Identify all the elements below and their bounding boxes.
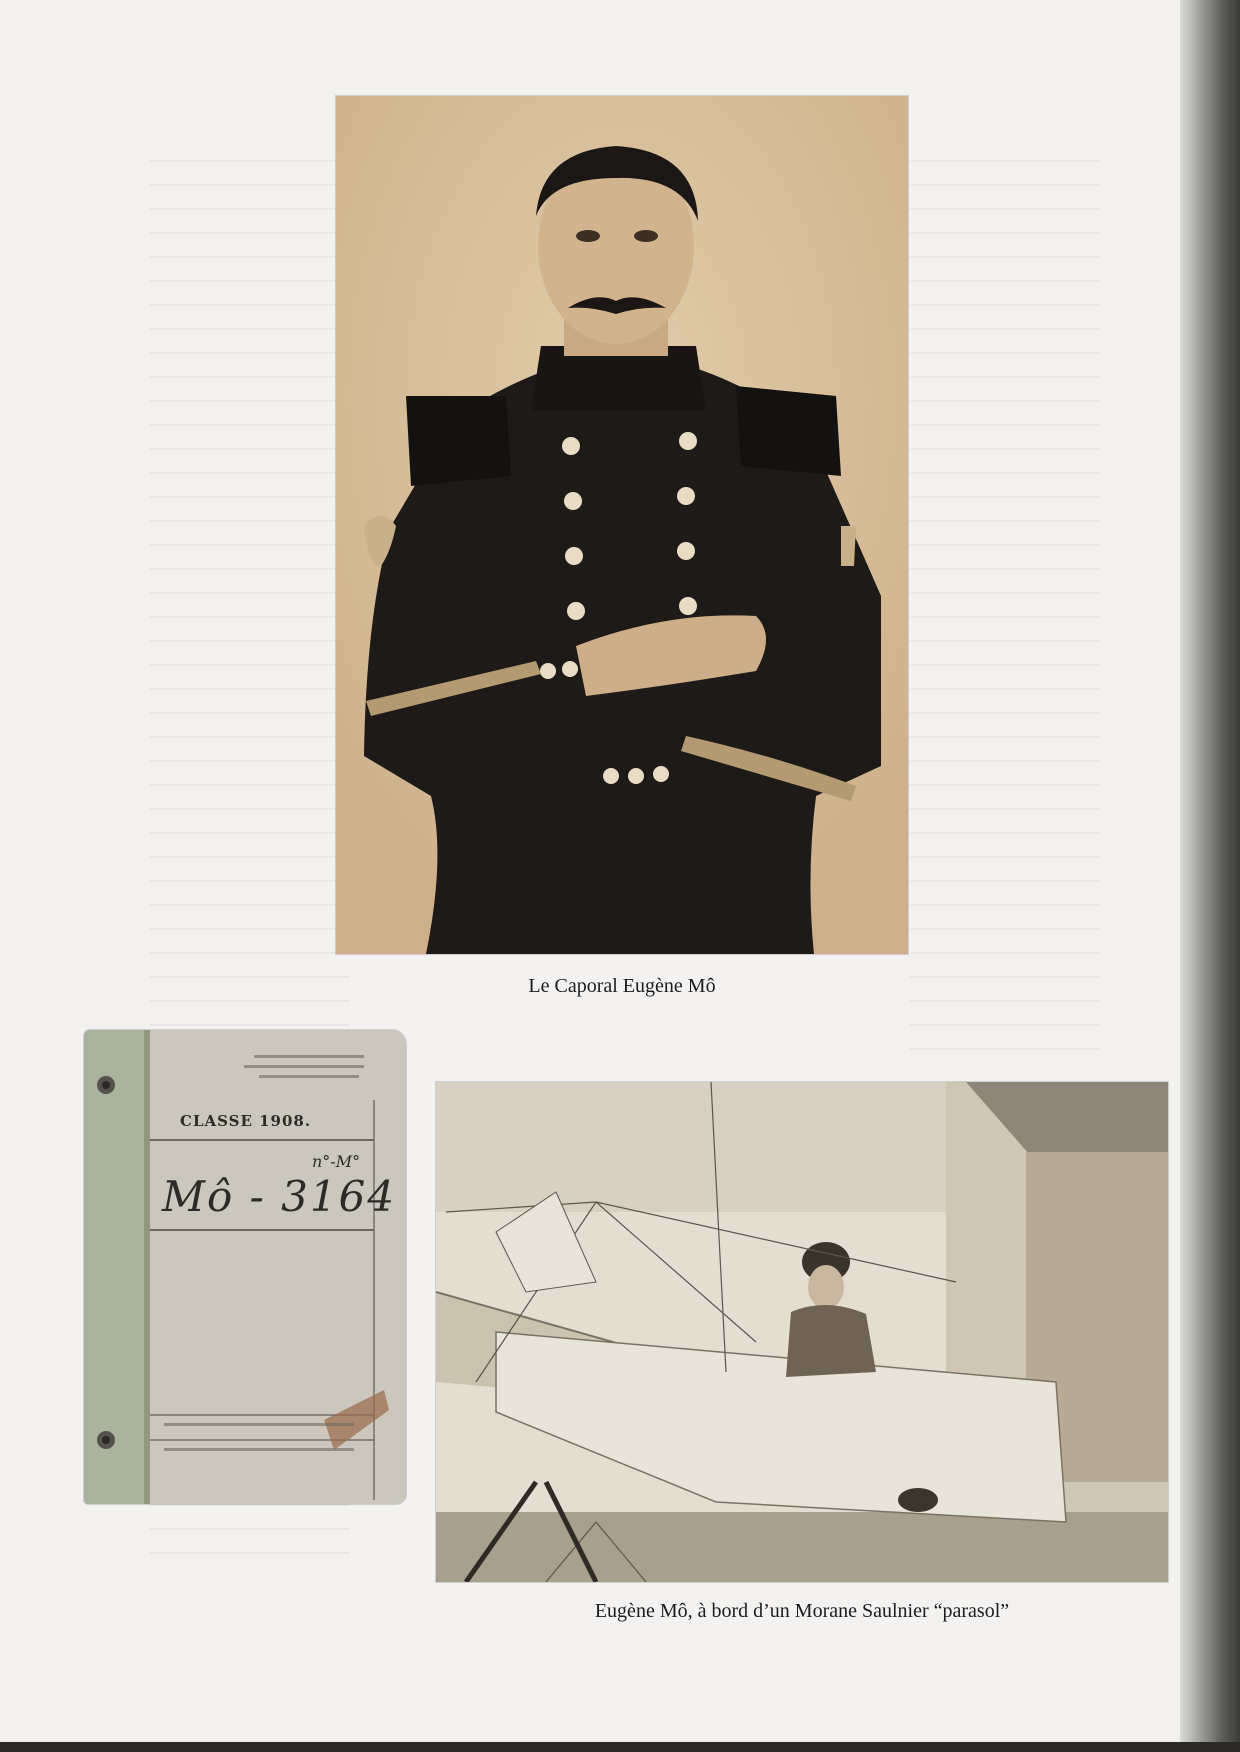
- portrait-caption: Le Caporal Eugène Mô: [528, 975, 716, 997]
- booklet-classe-label: CLASSE 1908.: [180, 1112, 312, 1130]
- page-bottom-edge: [0, 1742, 1240, 1752]
- aircraft-caption: Eugène Mô, à bord d’un Morane Saulnier “parasol”: [594, 1600, 1010, 1622]
- book-spine-shadow: [1180, 0, 1240, 1752]
- bleed-through-text-right: [910, 160, 1100, 1060]
- booklet-matricule-number: Mô - 3164: [162, 1172, 397, 1221]
- aircraft-photo: [436, 1082, 1168, 1582]
- military-booklet-photo: [84, 1030, 406, 1504]
- portrait-photo: [336, 96, 908, 954]
- booklet-matricule-label: n°-M°: [312, 1152, 361, 1171]
